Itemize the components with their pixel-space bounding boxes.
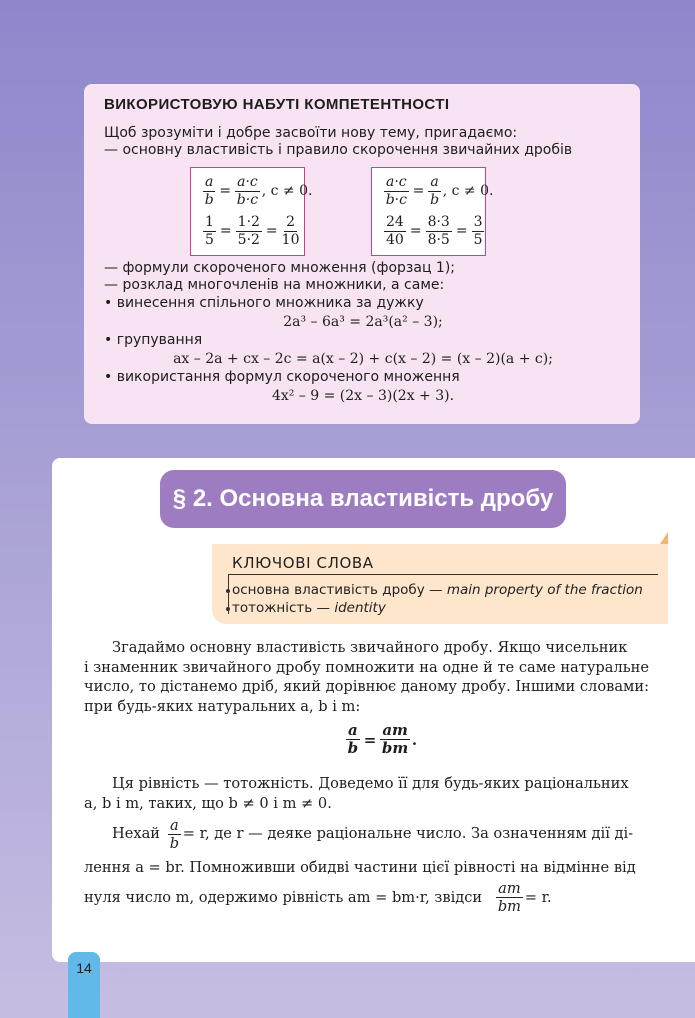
fraction-property-box: $\frac{a}{b}$ = $\frac{a\cdot c}{b\cdot c}$ , c ≠ 0. $\frac{1}{5}$ = $\frac{1\cdot 2}{5\cdot 2}$ = $\frac{2}{10}$ bbox=[190, 167, 305, 256]
competencies-box bbox=[84, 84, 640, 424]
bullet-item: • винесення спільного множника за дужку bbox=[104, 294, 424, 311]
fraction-examples bbox=[190, 167, 622, 256]
fraction-reduction-box: $\frac{a\cdot c}{b\cdot c}$ = $\frac{a}{b}$ , c ≠ 0. $\frac{24}{40}$ = $\frac{8\cdot 3}{8\cdot 5}$ = $\frac{3}{5}$ bbox=[371, 167, 486, 256]
intro-line: — формули скороченого множення (форзац 1); bbox=[104, 259, 456, 276]
paragraph: Ця рівність — тотожність. Доведемо її для будь-яких раціональних a, b і m, таких, що b ≠ 0 і m ≠ 0. bbox=[84, 775, 629, 812]
keywords-title: КЛЮЧОВІ СЛОВА bbox=[232, 554, 374, 572]
keywords-divider bbox=[228, 574, 658, 575]
bullet-item: • використання формул скороченого множення bbox=[104, 369, 460, 386]
intro-line: — основну властивість і правило скорочення звичайних дробів bbox=[104, 142, 573, 159]
main-property-formula: $\frac{a}{b}$ = $\frac{am}{bm}$ . bbox=[347, 721, 418, 757]
paragraph: Згадаймо основну властивість звичайного дробу. Якщо чисельник і знаменник звичайного дробу помножити на одне й те саме натуральне число, то дістанемо дріб, який дорівнює даному дробу. Іншими словами: при будь-яких натуральних a, b і m: bbox=[84, 639, 650, 715]
formula-grouping: ax – 2a + cx – 2c = a(x – 2) + c(x – 2) = (x – 2)(a + c); bbox=[173, 350, 553, 367]
keyword-item: основна властивість дробу — main property of the fraction bbox=[232, 582, 643, 598]
keyword-item: тотожність — identity bbox=[232, 600, 386, 616]
bullet-item: • групування bbox=[104, 332, 203, 349]
paragraph: Нехай $\frac{a}{b}$ = r, де r — деяке раціональне число. За означенням дії ді- лення a = br. Помноживши обидві частини цієї рівності на відмінне від нуля число m, одержимо рівність am = bm·r, звідси $\frac{am}{bm}$ = r. bbox=[84, 816, 636, 915]
formula-factoring: 2a³ – 6a³ = 2a³(a² – 3); bbox=[283, 313, 443, 330]
keywords-corner bbox=[660, 532, 668, 544]
section-heading: § 2. Основна властивість дробу bbox=[160, 470, 566, 528]
page-number: 14 bbox=[68, 952, 100, 1018]
intro-line: Щоб зрозуміти і добре засвоїти нову тему, пригадаємо: bbox=[104, 124, 518, 141]
formula-short-mult: 4x² – 9 = (2x – 3)(2x + 3). bbox=[271, 387, 455, 404]
competencies-title: ВИКОРИСТОВУЮ НАБУТІ КОМПЕТЕНТНОСТІ bbox=[104, 96, 450, 113]
intro-line: — розклад многочленів на множники, а саме: bbox=[104, 277, 445, 294]
